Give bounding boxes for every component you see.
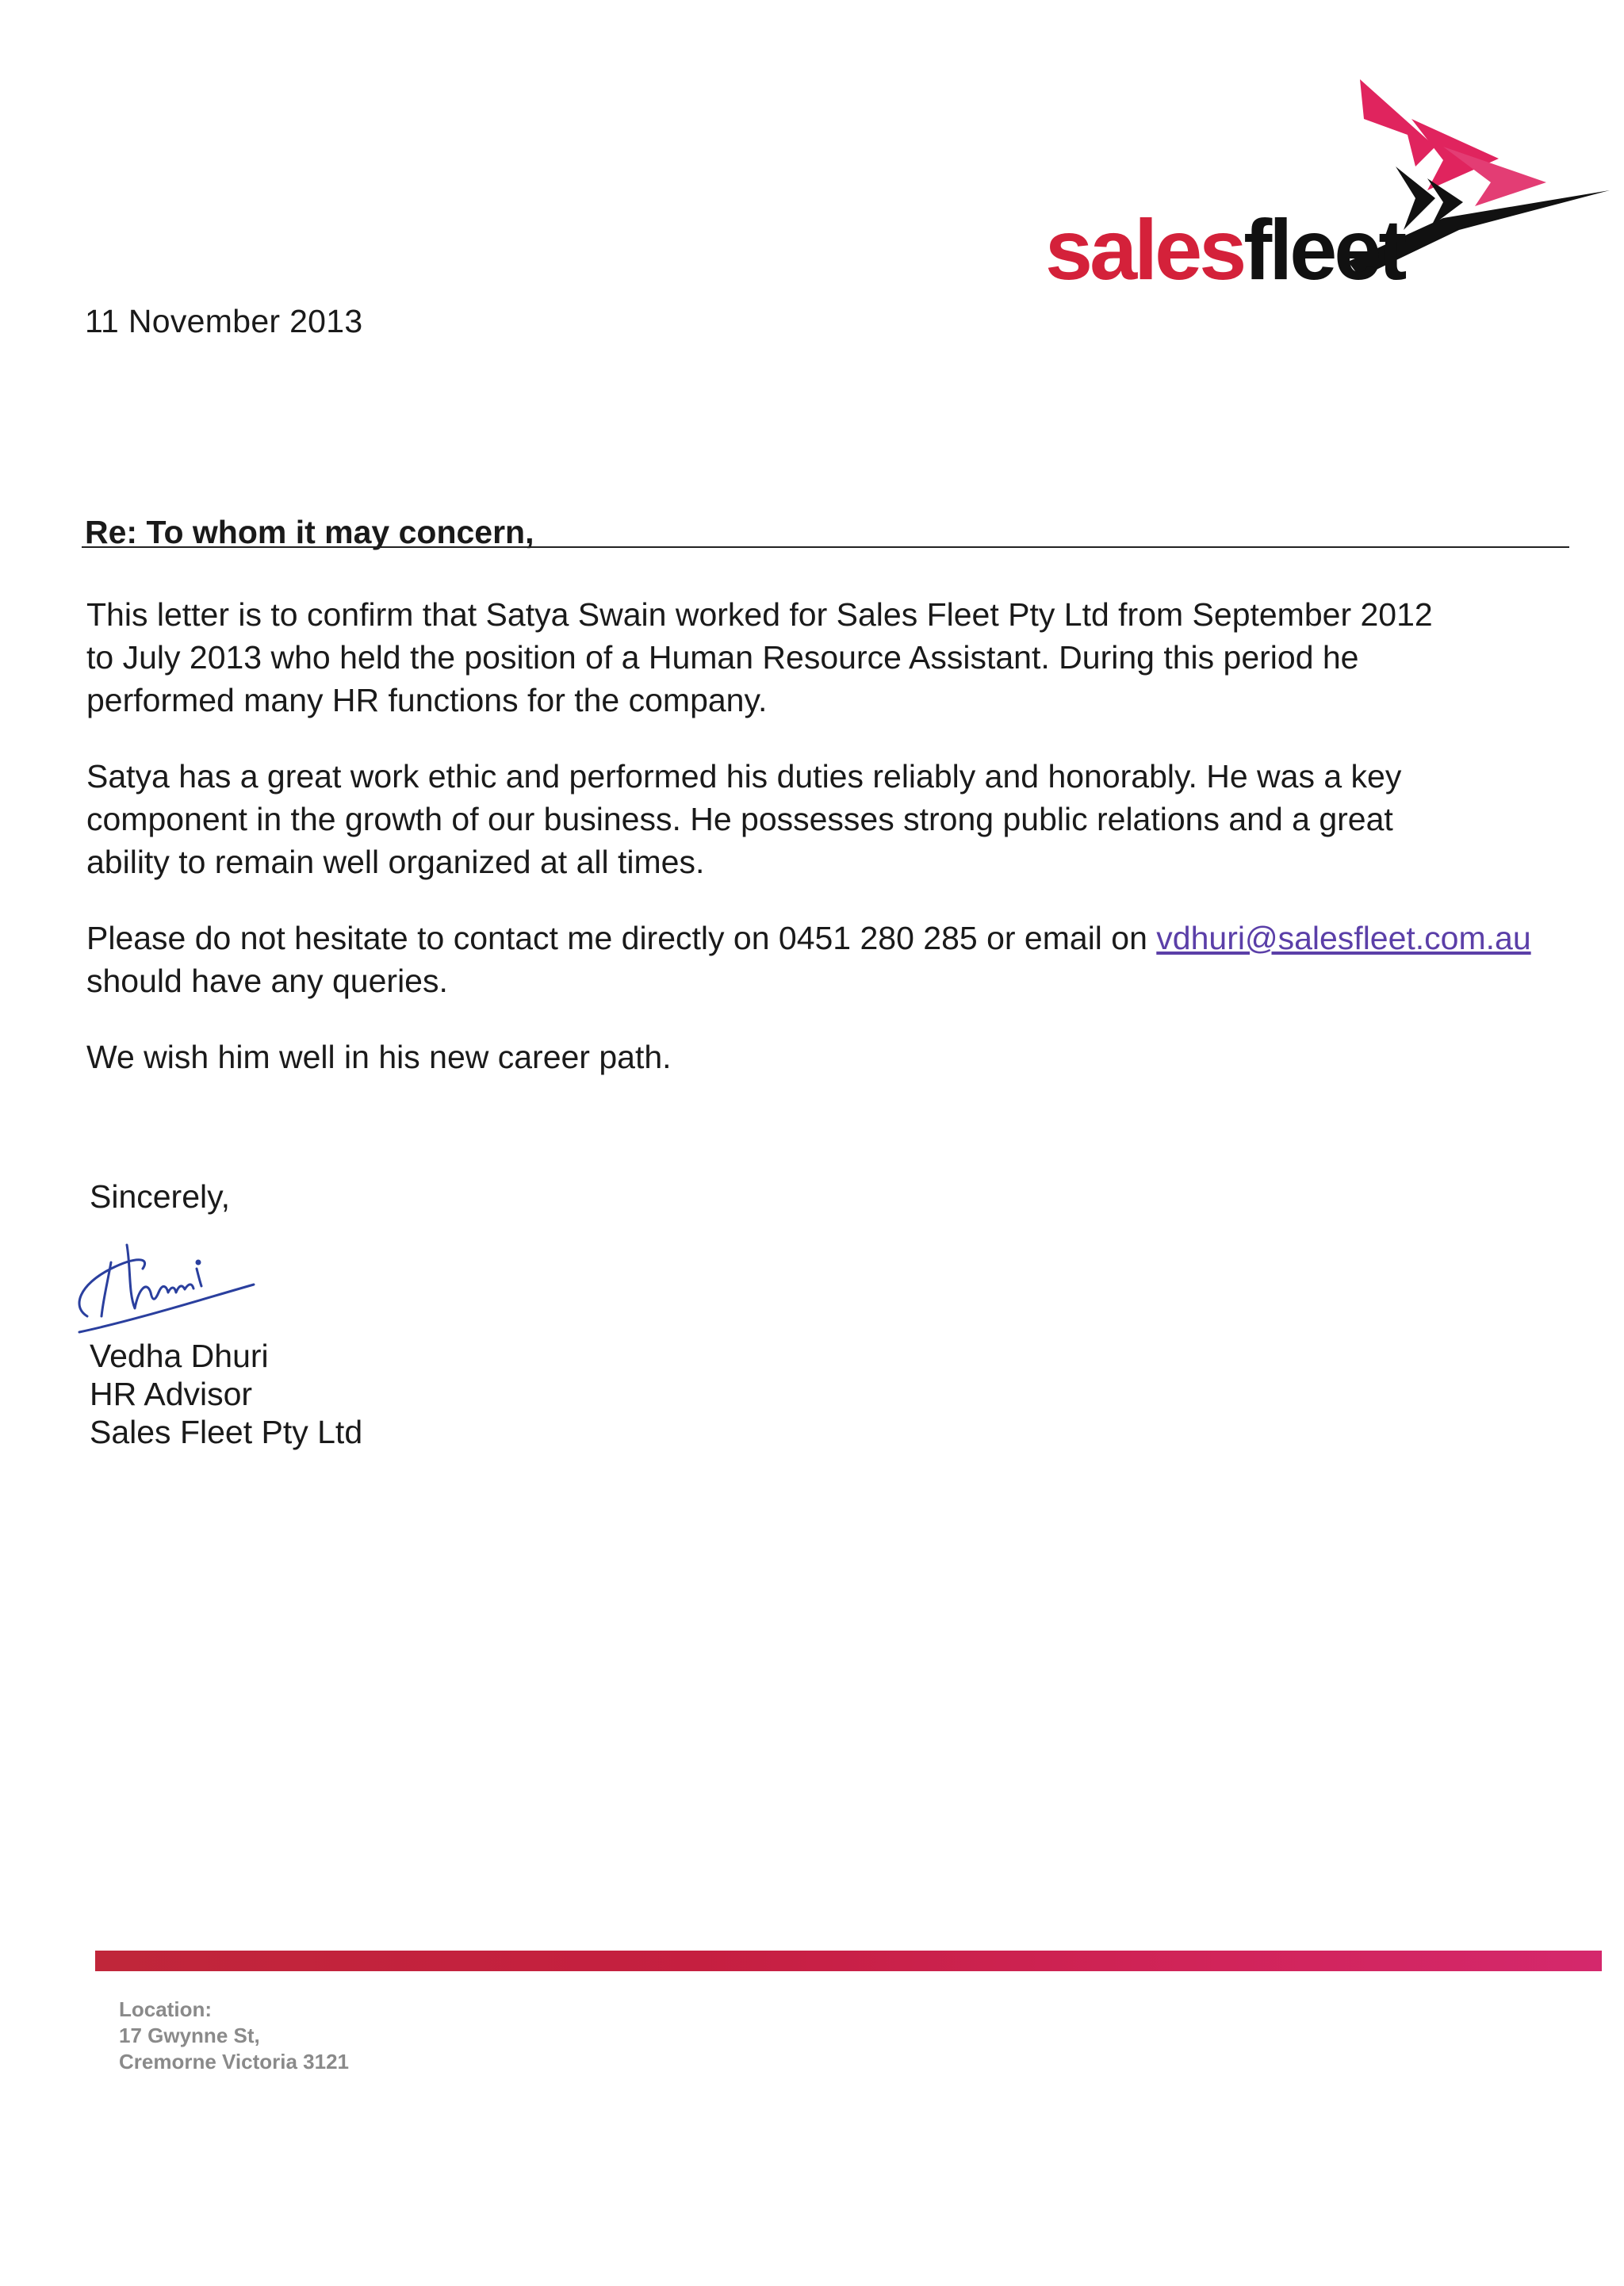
paragraph-wishes	[86, 1036, 1585, 1078]
signer-block	[90, 1337, 362, 1451]
paragraph-contact	[86, 917, 1585, 1002]
paragraph-character	[86, 755, 1585, 883]
contact-prefix: Please do not hesitate to contact me directly on 0451 280 285 or email on	[86, 920, 1157, 956]
logo-pink-arrow-icon	[1360, 79, 1435, 167]
paragraph-employment	[86, 593, 1585, 722]
location-label: Location:	[119, 1997, 212, 2021]
body-line: ability to remain well organized at all times.	[86, 844, 705, 880]
handwritten-signature	[56, 1213, 270, 1340]
footer-divider-bar	[95, 1951, 1602, 1971]
contact-line	[86, 917, 1585, 959]
letter-date: 11 November 2013	[85, 303, 363, 339]
letter-subject: Re: To whom it may concern,	[85, 514, 534, 550]
letter-body	[86, 593, 1585, 1112]
body-line: This letter is to confirm that Satya Swain worked for Sales Fleet Pty Ltd from September 2012	[86, 596, 1433, 633]
body-line: should have any queries.	[86, 963, 448, 999]
footer-address	[119, 1997, 349, 2075]
signer-company: Sales Fleet Pty Ltd	[90, 1414, 363, 1450]
subject-underline	[82, 546, 1569, 548]
email-link[interactable]: vdhuri@salesfleet.com.au	[1156, 920, 1531, 956]
address-street: 17 Gwynne St,	[119, 2024, 260, 2047]
svg-text:salesfleet: salesfleet	[1045, 201, 1404, 297]
body-line: We wish him well in his new career path.	[86, 1039, 672, 1075]
signer-title: HR Advisor	[90, 1376, 253, 1412]
body-line: performed many HR functions for the company.	[86, 682, 768, 718]
body-line: Satya has a great work ethic and performed his duties reliably and honorably. He was a key	[86, 758, 1402, 795]
address-city: Cremorne Victoria 3121	[119, 2050, 349, 2073]
body-line: to July 2013 who held the position of a Human Resource Assistant. During this period he	[86, 639, 1359, 676]
signer-name: Vedha Dhuri	[90, 1338, 269, 1374]
salesfleet-logo	[1031, 71, 1610, 341]
closing: Sincerely,	[90, 1178, 230, 1215]
body-line: component in the growth of our business. He possesses strong public relations and a great	[86, 801, 1393, 837]
